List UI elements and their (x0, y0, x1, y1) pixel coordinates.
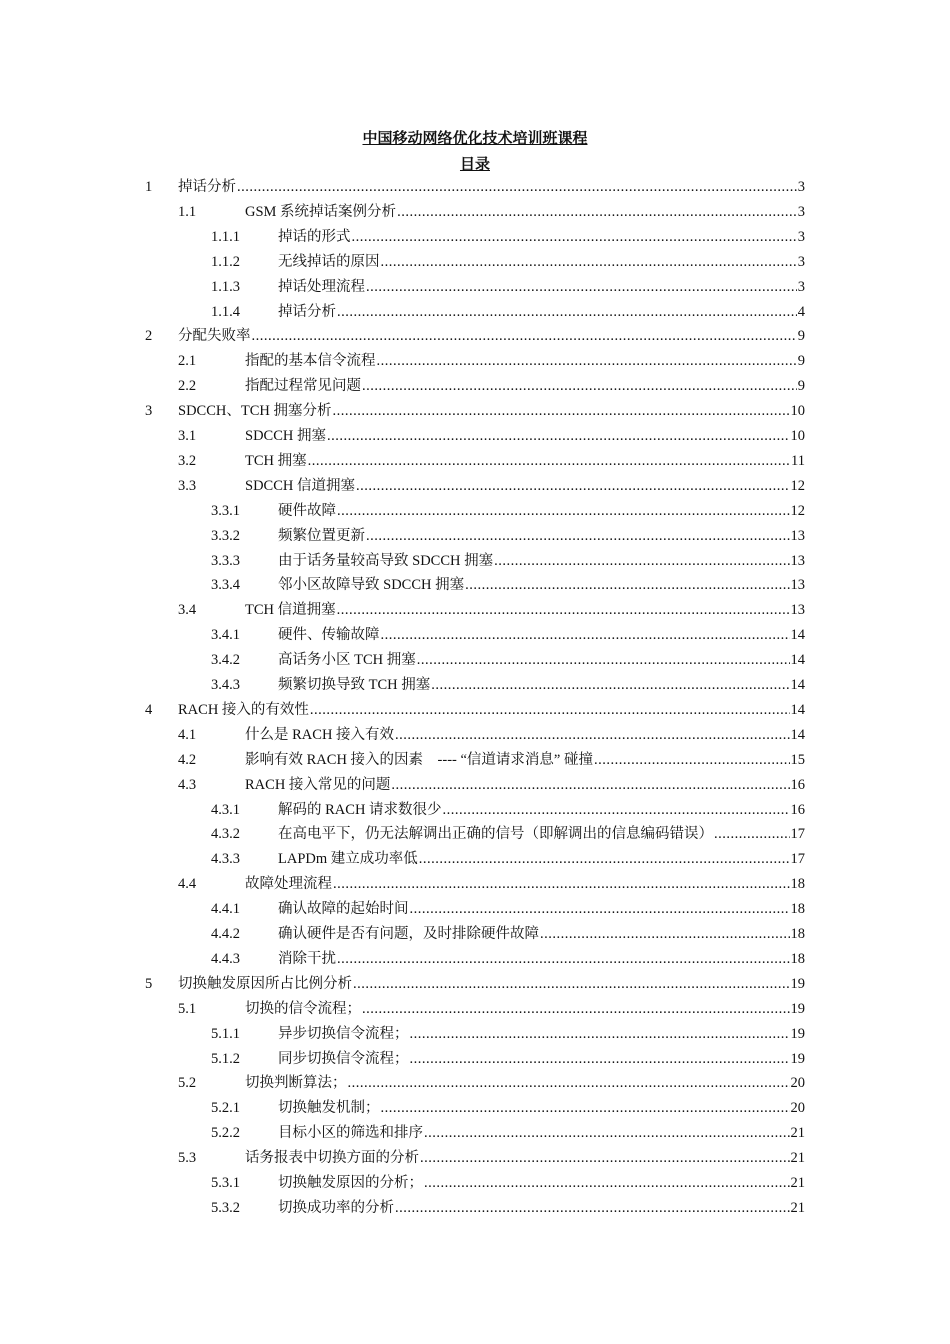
toc-entry[interactable] (211, 275, 805, 300)
toc-entry-number: 3 (145, 403, 153, 420)
toc-entry-number: 4.2 (178, 751, 197, 768)
toc-leader-dots (327, 424, 790, 449)
toc-leader-dots (348, 1071, 790, 1096)
toc-entry-number: 4.3 (178, 776, 197, 793)
toc-entry-number: 3.3.1 (211, 502, 240, 519)
toc-entry-title: 切换触发原因所占比例分析 (178, 975, 352, 992)
toc-entry-title: 异步切换信令流程； (278, 1025, 409, 1042)
toc-entry-page-number: 16 (790, 776, 805, 793)
toc-entry-page-number: 14 (790, 726, 805, 743)
toc-leader-dots (594, 748, 790, 773)
toc-entry[interactable] (178, 349, 805, 374)
toc-entry[interactable] (178, 474, 805, 499)
toc-entry-number: 4.4.2 (211, 926, 240, 942)
toc-entry-title: TCH 信道拥塞 (245, 602, 336, 619)
toc-entry-number: 1.1.2 (211, 253, 240, 270)
toc-leader-dots (337, 499, 790, 524)
toc-leader-dots (410, 1022, 790, 1047)
toc-entry-title: RACH 接入常见的问题 (245, 776, 391, 793)
toc-entry[interactable] (145, 698, 805, 723)
toc-entry-page-number: 4 (797, 303, 805, 320)
toc-entry-title: 掉话分析 (178, 179, 236, 195)
toc-entry-title: 切换触发机制； (278, 1100, 380, 1117)
toc-entry-number: 4 (145, 701, 153, 718)
toc-leader-dots (337, 300, 797, 325)
toc-leader-dots (391, 773, 789, 798)
toc-leader-dots (352, 225, 797, 250)
toc-entry-title: 指配过程常见问题 (245, 378, 361, 395)
toc-entry-number: 5 (145, 975, 153, 992)
toc-leader-dots (397, 200, 797, 225)
toc-leader-dots (237, 175, 797, 200)
toc-entry-page-number: 13 (790, 602, 805, 619)
toc-entry[interactable] (211, 1171, 805, 1196)
toc-leader-dots (410, 897, 790, 922)
toc-leader-dots (381, 1096, 790, 1121)
toc-leader-dots (494, 549, 789, 574)
toc-entry-number: 5.3.1 (211, 1175, 240, 1191)
toc-entry[interactable] (211, 524, 805, 549)
toc-entry[interactable] (211, 300, 805, 325)
toc-entry-page-number: 18 (790, 950, 805, 967)
toc-entry[interactable] (145, 399, 805, 424)
toc-entry[interactable] (211, 549, 805, 574)
toc-entry-page-number: 20 (790, 1100, 805, 1117)
toc-entry-number: 4.4 (178, 876, 197, 893)
toc-entry-title: 硬件故障 (278, 502, 336, 519)
toc-entry-number: 2.1 (178, 353, 197, 370)
toc-entry-title: 影响有效 RACH 接入的因素 ---- “信道请求消息” 碰撞 (245, 751, 593, 768)
toc-entry[interactable] (211, 250, 805, 275)
toc-entry-page-number: 19 (790, 1025, 805, 1042)
toc-entry-number: 3.2 (178, 452, 197, 469)
toc-entry-page-number: 9 (797, 328, 805, 345)
document-title: 中国移动网络优化技术培训班课程 (362, 131, 588, 147)
toc-entry-number: 3.4.3 (211, 677, 240, 693)
toc-entry-title: 确认硬件是否有问题，及时排除硬件故障 (278, 926, 539, 942)
toc-entry-title: 切换成功率的分析 (278, 1199, 394, 1216)
toc-entry-number: 2 (145, 328, 153, 345)
toc-entry-page-number: 3 (797, 278, 805, 295)
toc-entry-number: 3.3.2 (211, 527, 240, 544)
toc-entry-number: 5.1.1 (211, 1025, 240, 1042)
toc-entry[interactable] (211, 573, 805, 598)
toc-entry-title: 在高电平下，仍无法解调出正确的信号（即解调出的信息编码错误） (278, 826, 713, 843)
toc-entry-page-number: 11 (791, 452, 805, 469)
toc-entry-number: 4.3.2 (211, 826, 240, 843)
toc-entry-number: 1.1.1 (211, 228, 240, 245)
toc-entry[interactable] (145, 972, 805, 997)
toc-entry-number: 5.1 (178, 1000, 197, 1017)
toc-entry-title: 高话务小区 TCH 拥塞 (278, 652, 416, 669)
toc-entry-title: 确认故障的起始时间 (278, 901, 409, 918)
toc-entry[interactable] (211, 1047, 805, 1072)
toc-entry-page-number: 12 (790, 477, 805, 494)
toc-entry-title: 目标小区的筛选和排序 (278, 1125, 423, 1142)
toc-leader-dots (337, 598, 790, 623)
toc-entry[interactable] (211, 822, 805, 847)
toc-entry-number: 1.1.3 (211, 278, 240, 295)
toc-entry-page-number: 13 (790, 577, 805, 594)
toc-entry-number: 3.1 (178, 428, 197, 444)
toc-entry-number: 5.2.1 (211, 1100, 240, 1117)
toc-entry-number: 2.2 (178, 378, 197, 395)
toc-entry-page-number: 19 (790, 975, 805, 992)
toc-leader-dots (381, 250, 797, 275)
toc-leader-dots (420, 1146, 790, 1171)
toc-entry[interactable] (178, 374, 805, 399)
toc-leader-dots (333, 872, 790, 897)
toc-entry-number: 3.3.4 (211, 577, 240, 594)
toc-leader-dots (424, 1121, 790, 1146)
toc-entry-title: 无线掉话的原因 (278, 253, 380, 270)
toc-entry-title: 什么是 RACH 接入有效 (245, 726, 395, 743)
toc-leader-dots (419, 847, 790, 872)
toc-entry-title: 硬件、传输故障 (278, 627, 380, 644)
toc-entry[interactable] (211, 922, 805, 947)
toc-entry-page-number: 16 (790, 801, 805, 818)
toc-leader-dots (395, 1196, 790, 1221)
toc-leader-dots (366, 524, 790, 549)
toc-entry[interactable] (145, 324, 805, 349)
toc-entry[interactable] (211, 847, 805, 872)
toc-entry-page-number: 3 (797, 253, 805, 270)
toc-leader-dots (362, 374, 797, 399)
toc-entry[interactable] (211, 623, 805, 648)
toc-entry-title: 由于话务量较高导致 SDCCH 拥塞 (278, 552, 494, 569)
toc-entry-page-number: 9 (797, 378, 805, 395)
toc-leader-dots (252, 324, 797, 349)
toc-entry-title: SDCCH 拥塞 (245, 428, 326, 444)
toc-leader-dots (366, 275, 797, 300)
toc-entry-title: LAPDm 建立成功率低 (278, 851, 418, 868)
toc-entry[interactable] (178, 748, 805, 773)
toc-entry-number: 4.3.1 (211, 801, 240, 818)
toc-entry[interactable] (178, 1071, 805, 1096)
toc-entry-title: RACH 接入的有效性 (178, 701, 309, 718)
toc-entry-page-number: 21 (790, 1175, 805, 1191)
toc-entry-page-number: 10 (790, 403, 805, 420)
toc-entry-page-number: 14 (790, 652, 805, 669)
toc-entry-page-number: 18 (790, 901, 805, 918)
toc-entry-page-number: 3 (797, 228, 805, 245)
toc-entry[interactable] (211, 648, 805, 673)
toc-entry[interactable] (145, 175, 805, 200)
toc-entry-number: 4.4.1 (211, 901, 240, 918)
toc-entry[interactable] (211, 947, 805, 972)
toc-entry-title: 解码的 RACH 请求数很少 (278, 801, 442, 818)
toc-leader-dots (356, 474, 790, 499)
toc-leader-dots (337, 947, 790, 972)
toc-entry-number: 1.1 (178, 203, 197, 220)
toc-entry[interactable] (178, 872, 805, 897)
toc-entry-title: 指配的基本信令流程 (245, 353, 376, 370)
toc-entry-title: 同步切换信令流程； (278, 1050, 409, 1067)
toc-entry-page-number: 18 (790, 876, 805, 893)
toc-entry-number: 1.1.4 (211, 303, 240, 320)
toc-entry-page-number: 13 (790, 552, 805, 569)
toc-entry[interactable] (178, 449, 805, 474)
toc-entry-number: 3.4.2 (211, 652, 240, 669)
toc-entry-title: 话务报表中切换方面的分析 (245, 1150, 419, 1167)
toc-entry-number: 3.3 (178, 477, 197, 494)
toc-leader-dots (362, 997, 790, 1022)
toc-entry-title: 消除干扰 (278, 950, 336, 967)
toc-leader-dots (431, 673, 789, 698)
toc-entry-page-number: 17 (790, 851, 805, 868)
toc-leader-dots (540, 922, 790, 947)
toc-entry-page-number: 19 (790, 1050, 805, 1067)
toc-entry-title: 切换的信令流程； (245, 1000, 361, 1017)
toc-entry-title: 分配失败率 (178, 328, 251, 345)
toc-entry-page-number: 15 (790, 751, 805, 768)
toc-entry-page-number: 14 (790, 701, 805, 718)
toc-entry-page-number: 3 (797, 203, 805, 220)
toc-entry-page-number: 13 (790, 527, 805, 544)
toc-entry-title: 故障处理流程 (245, 876, 332, 893)
toc-entry[interactable] (178, 773, 805, 798)
toc-entry[interactable] (178, 424, 805, 449)
toc-entry-number: 4.4.3 (211, 950, 240, 967)
toc-entry-number: 3.4.1 (211, 627, 240, 644)
toc-entry-number: 3.3.3 (211, 552, 240, 569)
toc-entry[interactable] (211, 225, 805, 250)
toc-leader-dots (377, 349, 797, 374)
toc-entry-title: 掉话处理流程 (278, 278, 365, 295)
toc-entry-title: 切换触发原因的分析； (278, 1175, 423, 1191)
toc-entry[interactable] (211, 1196, 805, 1221)
toc-leader-dots (353, 972, 790, 997)
toc-leader-dots (381, 623, 790, 648)
toc-entry-title: SDCCH、TCH 拥塞分析 (178, 403, 332, 420)
toc-entry-number: 5.3 (178, 1150, 197, 1167)
toc-entry-title: GSM 系统掉话案例分析 (245, 203, 397, 220)
toc-entry-page-number: 21 (790, 1199, 805, 1216)
toc-entry-page-number: 9 (797, 353, 805, 370)
toc-entry-page-number: 3 (797, 179, 805, 195)
toc-entry-page-number: 14 (790, 627, 805, 644)
toc-entry-number: 5.2.2 (211, 1125, 240, 1142)
toc-entry-page-number: 20 (790, 1075, 805, 1092)
toc-entry-title: 频繁位置更新 (278, 527, 365, 544)
toc-entry-title: 邻小区故障导致 SDCCH 拥塞 (278, 577, 465, 594)
toc-leader-dots (332, 399, 789, 424)
toc-entry-number: 3.4 (178, 602, 197, 619)
toc-leader-dots (424, 1171, 790, 1196)
toc-entry[interactable] (178, 723, 805, 748)
toc-leader-dots (410, 1047, 790, 1072)
toc-leader-dots (395, 723, 789, 748)
toc-leader-dots (308, 449, 790, 474)
toc-entry-page-number: 10 (790, 428, 805, 444)
toc-entry-page-number: 18 (790, 926, 805, 942)
toc-entry-page-number: 17 (790, 826, 805, 843)
toc-leader-dots (465, 573, 789, 598)
toc-entry-number: 5.2 (178, 1075, 197, 1092)
toc-entry-number: 4.1 (178, 726, 197, 743)
toc-entry-title: 掉话的形式 (278, 228, 351, 245)
toc-leader-dots (714, 822, 790, 847)
toc-entry[interactable] (211, 1022, 805, 1047)
toc-entry-title: 掉话分析 (278, 303, 336, 320)
toc-entry-number: 5.3.2 (211, 1199, 240, 1216)
toc-entry[interactable] (178, 997, 805, 1022)
toc-entry-page-number: 21 (790, 1125, 805, 1142)
toc-entry-number: 5.1.2 (211, 1050, 240, 1067)
toc-entry-number: 4.3.3 (211, 851, 240, 868)
toc-entry[interactable] (178, 200, 805, 225)
toc-entry-page-number: 14 (790, 677, 805, 693)
toc-heading: 目录 (459, 157, 490, 173)
toc-entry[interactable] (211, 1096, 805, 1121)
toc-entry-number: 1 (145, 179, 153, 195)
toc-leader-dots (443, 798, 790, 823)
toc-entry[interactable] (211, 1121, 805, 1146)
toc-entry[interactable] (211, 897, 805, 922)
toc-entry[interactable] (178, 598, 805, 623)
toc-entry-title: 频繁切换导致 TCH 拥塞 (278, 677, 431, 693)
toc-entry-title: 切换判断算法； (245, 1075, 347, 1092)
toc-entry-page-number: 21 (790, 1150, 805, 1167)
toc-entry-title: SDCCH 信道拥塞 (245, 477, 355, 494)
toc-entry-page-number: 12 (790, 502, 805, 519)
toc-entry-title: TCH 拥塞 (245, 452, 307, 469)
toc-entry[interactable] (178, 1146, 805, 1171)
toc-entry[interactable] (211, 499, 805, 524)
toc-entry-page-number: 19 (790, 1000, 805, 1017)
toc-entry[interactable] (211, 798, 805, 823)
toc-leader-dots (310, 698, 790, 723)
toc-entry[interactable] (211, 673, 805, 698)
toc-leader-dots (417, 648, 790, 673)
